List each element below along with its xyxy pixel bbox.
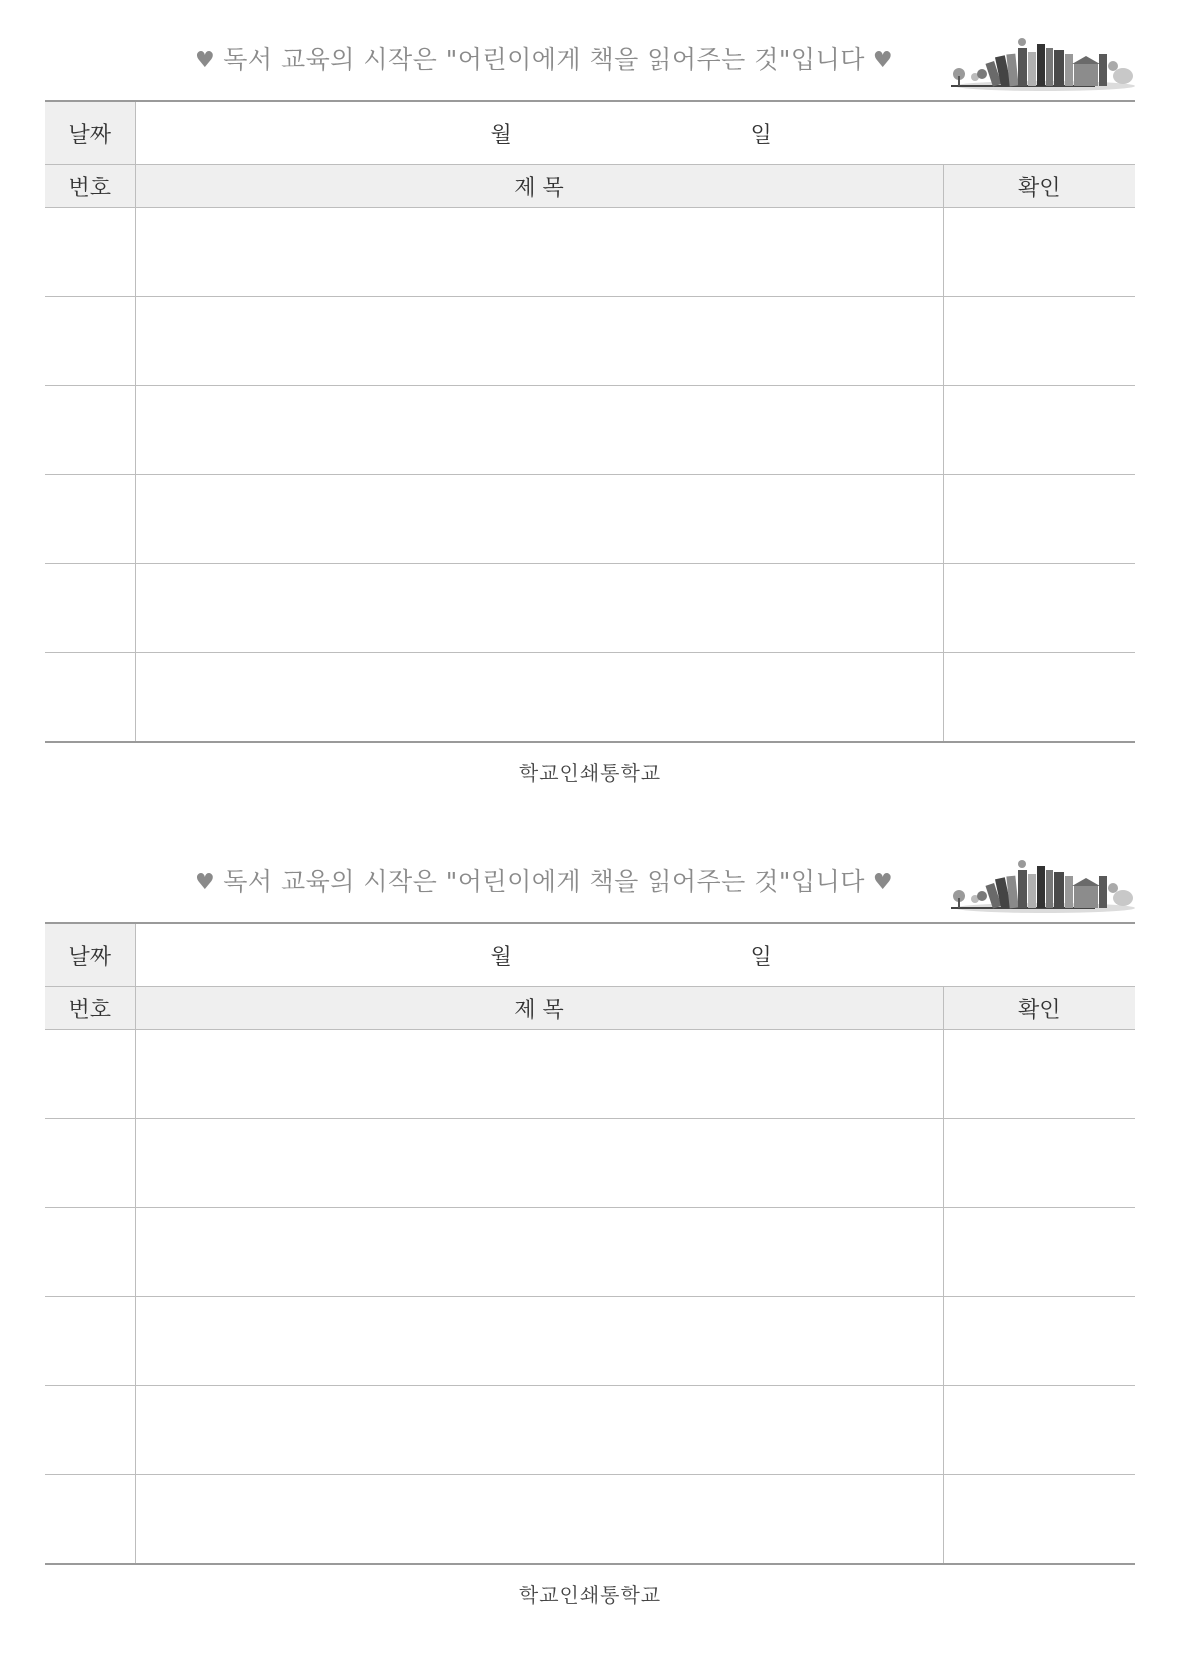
title-cell[interactable] xyxy=(135,564,943,653)
number-cell[interactable] xyxy=(45,1386,135,1475)
school-name: 학교인쇄통학교 xyxy=(518,1583,662,1607)
heart-icon: ♥ xyxy=(872,48,894,73)
date-row xyxy=(45,101,1135,165)
slogan-text: 독서 교육의 시작은 "어린이에게 책을 읽어주는 것"입니다 xyxy=(223,45,865,74)
title-header: 제 목 xyxy=(135,987,943,1030)
school-name: 학교인쇄통학교 xyxy=(518,761,662,785)
date-field[interactable] xyxy=(135,101,1135,165)
confirm-cell[interactable] xyxy=(943,653,1135,743)
heart-icon: ♥ xyxy=(195,870,216,895)
confirm-cell[interactable] xyxy=(943,475,1135,564)
entry-row xyxy=(45,1297,1135,1386)
number-cell[interactable] xyxy=(45,297,135,386)
title-cell[interactable] xyxy=(135,1297,943,1386)
reading-log-table xyxy=(45,100,1135,743)
books-illustration xyxy=(945,30,1135,94)
title-cell[interactable] xyxy=(135,386,943,475)
number-cell[interactable] xyxy=(45,208,135,297)
slogan xyxy=(195,862,893,898)
entry-row xyxy=(45,1030,1135,1119)
number-header: 번호 xyxy=(45,987,135,1030)
entry-row xyxy=(45,564,1135,653)
column-header-row xyxy=(45,987,1135,1030)
confirm-cell[interactable] xyxy=(943,208,1135,297)
confirm-cell[interactable] xyxy=(943,1386,1135,1475)
date-field[interactable] xyxy=(135,923,1135,987)
entry-row xyxy=(45,1475,1135,1565)
title-header: 제 목 xyxy=(135,165,943,208)
day-label: 일 xyxy=(750,123,772,148)
number-header: 번호 xyxy=(45,165,135,208)
day-label: 일 xyxy=(750,945,772,970)
title-cell[interactable] xyxy=(135,1386,943,1475)
number-cell[interactable] xyxy=(45,1030,135,1119)
reading-log-table xyxy=(45,922,1135,1565)
number-cell[interactable] xyxy=(45,475,135,564)
title-cell[interactable] xyxy=(135,1208,943,1297)
title-cell[interactable] xyxy=(135,1119,943,1208)
month-label: 월 xyxy=(490,123,512,148)
number-cell[interactable] xyxy=(45,653,135,743)
title-cell[interactable] xyxy=(135,1030,943,1119)
sheet-header xyxy=(45,852,1135,922)
confirm-cell[interactable] xyxy=(943,1297,1135,1386)
confirm-cell[interactable] xyxy=(943,1030,1135,1119)
confirm-cell[interactable] xyxy=(943,1119,1135,1208)
books-illustration xyxy=(945,852,1135,916)
heart-icon: ♥ xyxy=(195,48,216,73)
title-cell[interactable] xyxy=(135,297,943,386)
sheet-header xyxy=(45,30,1135,100)
entry-row xyxy=(45,475,1135,564)
number-cell[interactable] xyxy=(45,386,135,475)
number-cell[interactable] xyxy=(45,1119,135,1208)
month-label: 월 xyxy=(490,945,512,970)
title-cell[interactable] xyxy=(135,1475,943,1565)
number-cell[interactable] xyxy=(45,1208,135,1297)
entry-row xyxy=(45,653,1135,743)
confirm-cell[interactable] xyxy=(943,564,1135,653)
entry-row xyxy=(45,1208,1135,1297)
title-cell[interactable] xyxy=(135,475,943,564)
confirm-header: 확인 xyxy=(943,165,1135,208)
confirm-cell[interactable] xyxy=(943,1475,1135,1565)
confirm-cell[interactable] xyxy=(943,386,1135,475)
confirm-header: 확인 xyxy=(943,987,1135,1030)
entry-row xyxy=(45,1386,1135,1475)
number-cell[interactable] xyxy=(45,1297,135,1386)
reading-log-sheet-2 xyxy=(45,852,1135,1608)
number-cell[interactable] xyxy=(45,564,135,653)
confirm-cell[interactable] xyxy=(943,297,1135,386)
slogan xyxy=(195,40,893,76)
confirm-cell[interactable] xyxy=(943,1208,1135,1297)
title-cell[interactable] xyxy=(135,208,943,297)
date-label: 날짜 xyxy=(45,101,135,165)
number-cell[interactable] xyxy=(45,1475,135,1565)
date-label: 날짜 xyxy=(45,923,135,987)
title-cell[interactable] xyxy=(135,653,943,743)
heart-icon: ♥ xyxy=(872,870,894,895)
entry-row xyxy=(45,386,1135,475)
date-row xyxy=(45,923,1135,987)
entry-row xyxy=(45,297,1135,386)
entry-row xyxy=(45,208,1135,297)
column-header-row xyxy=(45,165,1135,208)
reading-log-sheet-1 xyxy=(45,30,1135,786)
entry-row xyxy=(45,1119,1135,1208)
slogan-text: 독서 교육의 시작은 "어린이에게 책을 읽어주는 것"입니다 xyxy=(223,867,865,896)
